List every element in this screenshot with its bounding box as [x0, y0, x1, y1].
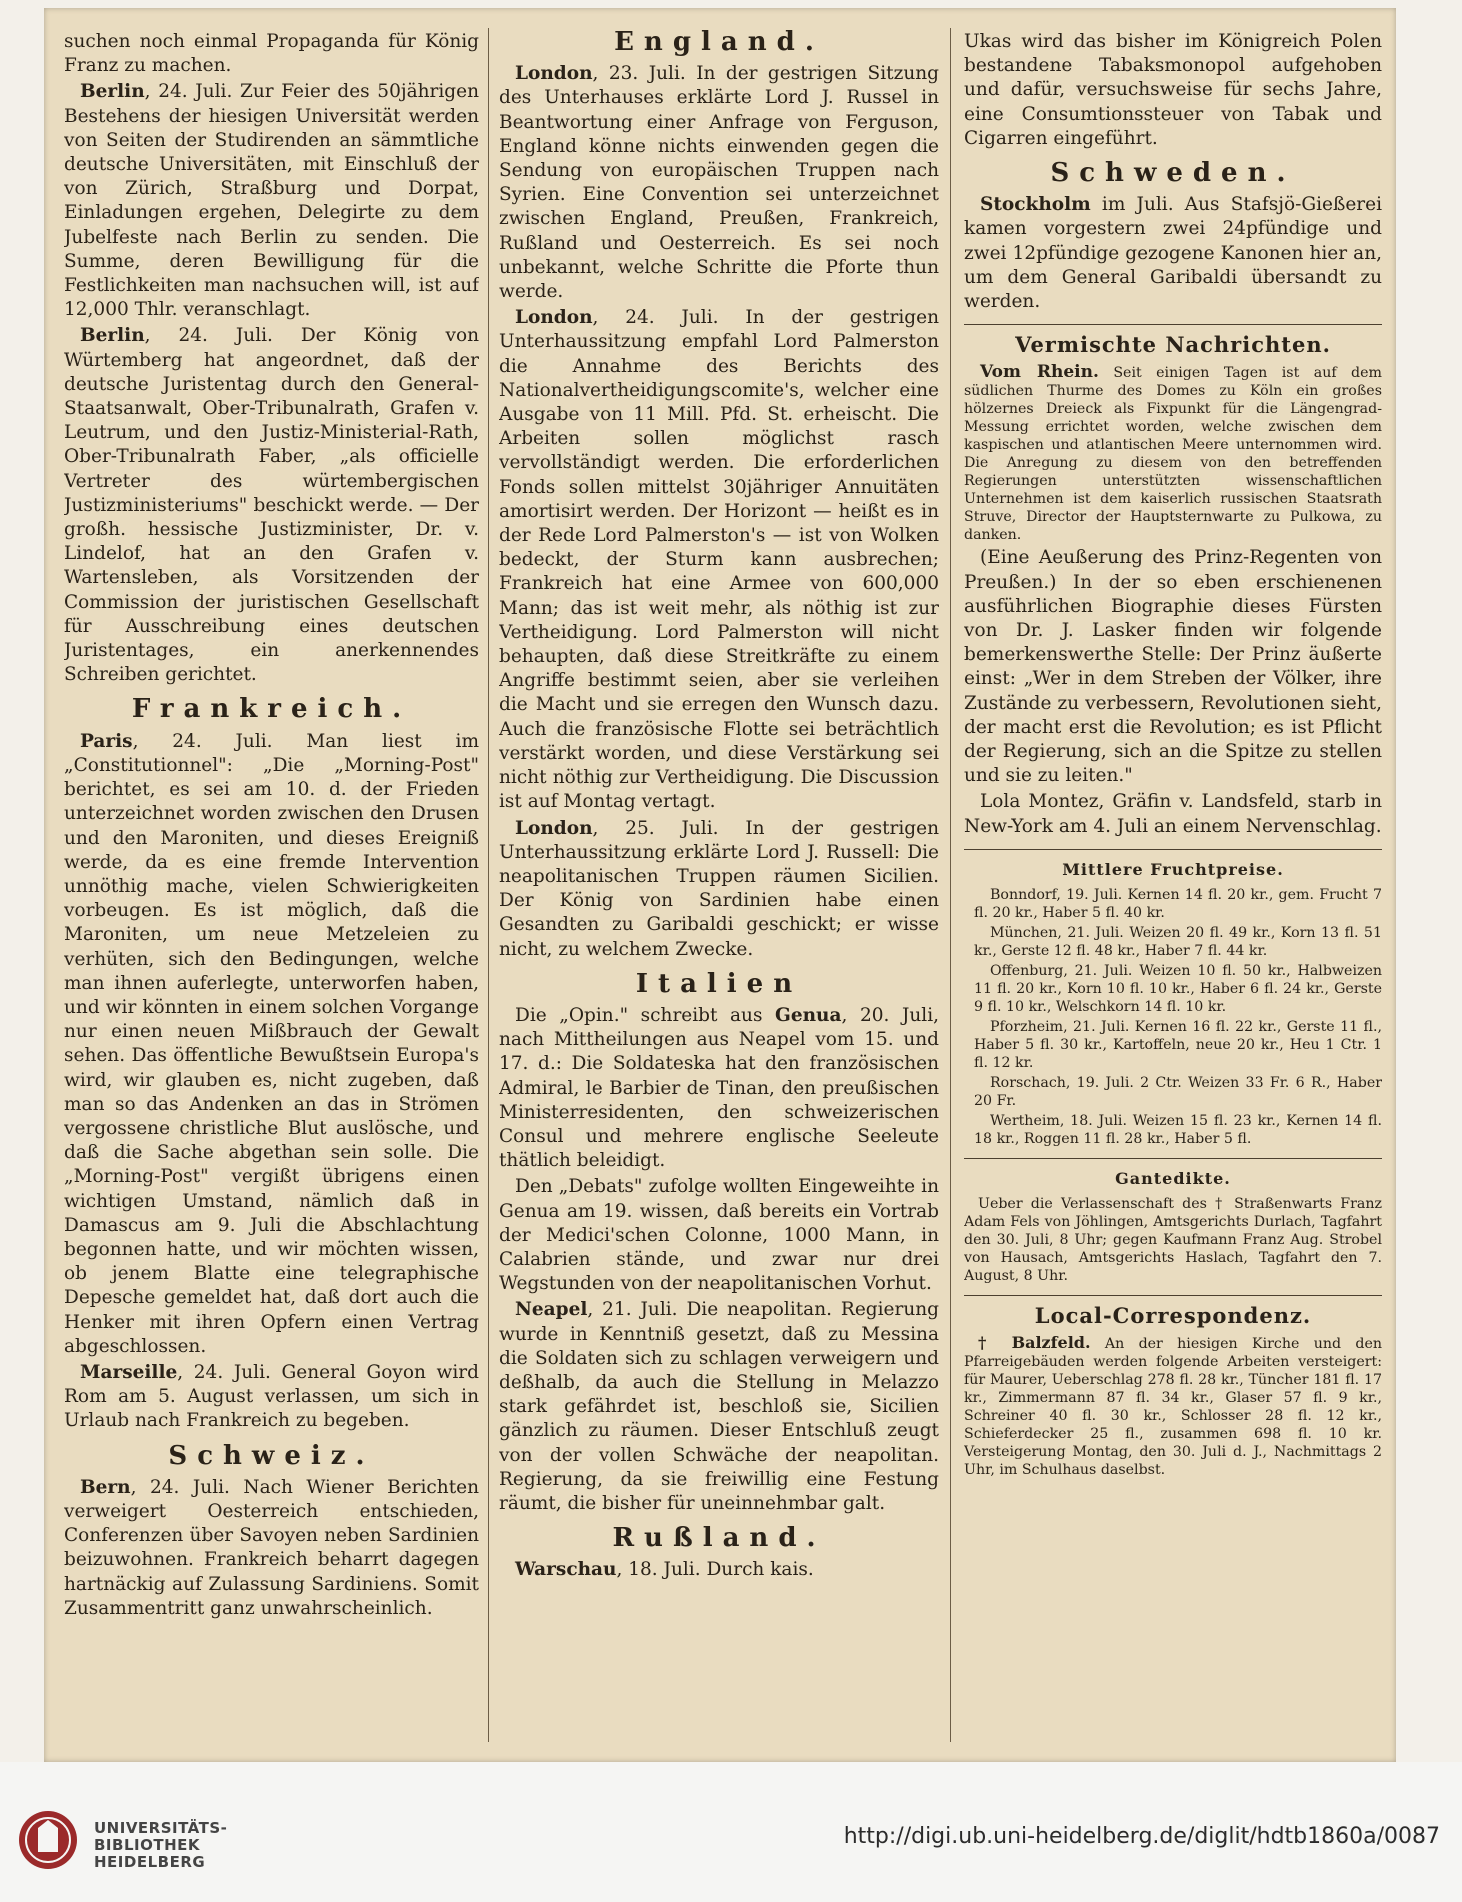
article-lola-montez: Lola Montez, Gräfin v. Landsfeld, starb in New-York am 4. Juli an einem Nervenschlag. — [964, 791, 1382, 837]
university-seal-icon — [14, 1808, 82, 1872]
column-right — [964, 30, 1382, 1746]
newspaper-page — [44, 8, 1396, 1762]
article-london-3 — [499, 817, 939, 962]
article-balzfeld — [964, 1334, 1382, 1479]
section-heading-vermischte: Vermischte Nachrichten. — [1015, 332, 1331, 358]
article-text: , 21. Juli. Die neapolitan. Regierung wurde in Kenntniß gesetzt, daß zu Messina die Soldaten sich zu schlagen verweigern und deßhalb, da auch die Stellung in Melazzo stark gefährdet ist, beschloß sie, Sicilien gänzlich zu räumen. Dieser Entschluß zeugt von der vollen Schwäche der neapolitan. Regierung, da sie freiwillig eine Festung räumt, die bisher für uneinnehmbar galt. — [499, 1299, 939, 1514]
section-heading-russland: Rußland. — [612, 1523, 826, 1554]
article-text: , 25. Juli. In der gestrigen Unterhaussitzung erklärte Lord J. Russell: Die neapolitanischen Truppen räumen Sicilien. Der König von Sardinien habe einen Gesandten zu Garibaldi geschickt; er wisse nicht, zu welchem Zwecke. — [499, 817, 939, 960]
article-text: , 24. Juli. Der König von Würtemberg hat angeordnet, daß der deutsche Juristentag durch den General-Staatsanwalt, Ober-Tribunalrath, Grafen v. Leutrum, und den Justiz-Ministerial-Rath, Ober-Tribunalrath Faber, „als officielle Vertreter des würtembergischen Justizministeriums" beschickt werde. — Der großh. hessische Justizminister, Dr. v. Lindelof, hat an den Grafen v. Wartensleben, als Vorsitzenden der Commission der juristischen Gesellschaft für Ausschreibung eines deutschen Juristentages, ein anerkennendes Schreiben gerichtet. — [64, 325, 479, 686]
section-divider — [964, 849, 1382, 850]
price-entry: Offenburg, 21. Juli. Weizen 10 fl. 50 kr., Halbweizen 11 fl. 20 kr., Korn 10 fl. 10 kr., Haber 6 fl. 24 kr., Gerste 9 fl. 10 kr., Welschkorn 14 fl. 10 kr. — [974, 963, 1382, 1016]
section-heading-italien: Italien — [635, 968, 803, 999]
article-berlin-2 — [64, 324, 479, 687]
article-text: , 24. Juli. In der gestrigen Unterhaussitzung empfahl Lord Palmerston die Annahme des Berichts des Nationalvertheidigungscomite's, welcher eine Ausgabe von 11 Mill. Pfd. St. erheischt. Die Arbeiten sollen möglichst rasch vervollständigt werden. Die erforderlichen Fonds sollen mittelst 30jähriger Annuitäten amortisirt werden. Der Horizont — heißt es in der Rede Lord Palmerston's — ist von Wolken bedeckt, der Sturm kann ausbrechen; Frankreich hat eine Armee von 600,000 Mann; das ist weit mehr, als nöthig ist zur Vertheidigung. Lord Palmerston will nicht behaupten, daß diese Streitkräfte zu einem Angriffe bestimmt seien, aber sie verleihen die Macht und sie erregen den Wunsch dazu. Auch die französische Flotte sei beträchtlich verstärkt worden, und diese Verstärkung sei nicht nöthig zur Vertheidigung. Die Discussion ist auf Montag vertagt. — [499, 307, 939, 813]
section-divider — [964, 324, 1382, 325]
section-heading-fruchtpreise: Mittlere Fruchtpreise. — [1062, 859, 1284, 879]
logo-line: HEIDELBERG — [94, 1853, 206, 1871]
dateline: Warschau — [515, 1559, 617, 1581]
article-london-2 — [499, 306, 939, 814]
article-warschau — [499, 1558, 939, 1582]
price-entry: Rorschach, 19. Juli. 2 Ctr. Weizen 33 Fr. 6 R., Haber 20 Fr. — [974, 1075, 1382, 1110]
article-text: , 24. Juli. Zur Feier des 50jährigen Bestehens der hiesigen Universität werden von Seiten der Studirenden an sämmtliche deutsche Universitäten, mit Einschluß der von Zürich, Straßburg und Dorpat, Einladungen ergehen, Delegirte zu dem Jubelfeste nach Berlin zu senden. Die Summe, deren Bewilligung für die Festlichkeiten man nachsuchen will, ist auf 12,000 Thlr. veranschlagt. — [64, 81, 479, 321]
column-rule — [488, 28, 489, 1742]
article-gantedikte — [964, 1195, 1382, 1285]
logo-line: BIBLIOTHEK — [94, 1836, 200, 1854]
article-text: suchen noch einmal Propaganda für König Franz zu machen. — [64, 31, 479, 77]
dateline: Genua — [775, 1004, 842, 1026]
article-paris — [64, 730, 479, 1359]
article-debats: Den „Debats" zufolge wollten Eingeweihte in Genua am 19. wissen, daß bereits ein Vortrab der Medici'schen Colonne, 1000 Mann, in Calabrien stände, und zwar nur drei Wegstunden von der neapolitanischen Vorhut. — [499, 1176, 939, 1295]
article-prinz-regent: (Eine Aeußerung des Prinz-Regenten von Preußen.) In der so eben erschienenen ausführlichen Biographie dieses Fürsten von Dr. J. Lasker finden wir folgende bemerkenswerthe Stelle: Der Prinz äußerte einst: „Wer in dem Streben der Völker, ihre Zustände zu verbessern, Revolutionen sieht, der macht erst die Revolution; es ist Pflicht der Regierung, sich an die Spitze zu stellen und sie zu leiten." — [964, 547, 1382, 787]
article-text: An der hiesigen Kirche und den Pfarreigebäuden werden folgende Arbeiten versteigert: für Maurer, Ueberschlag 278 fl. 28 kr., Tüncher 181 fl. 17 kr., Zimmermann 87 fl. 34 kr., Glaser 57 fl. 9 kr., Schreiner 40 fl. 30 kr., Schlosser 28 fl. 12 kr., Schieferdecker 25 fl., zusammen 698 fl. 10 kr. Versteigerung Montag, den 30. Juli d. J., Nachmittags 2 Uhr, im Schulhaus daselbst. — [964, 1336, 1382, 1479]
article-bern — [64, 1476, 479, 1621]
price-entry: München, 21. Juli. Weizen 20 fl. 49 kr., Korn 13 fl. 51 kr., Gerste 12 fl. 48 kr., Haber 7 fl. 44 kr. — [974, 925, 1382, 960]
column-rule — [950, 28, 951, 1742]
dateline: † Balzfeld. — [978, 1333, 1091, 1353]
section-heading-england: England. — [614, 30, 824, 57]
logo-line: UNIVERSITÄTS- — [94, 1819, 228, 1837]
article-text: Seit einigen Tagen ist auf dem südlichen Thurme des Domes zu Köln ein großes hölzernes Dreieck als Fixpunkt für die Längengrad-Messung errichtet worden, welche zwischen dem kaspischen und atlantischen Meere unternommen wird. Die Anregung zu diesem von den betreffenden Regierungen unterstützten wissenschaftlichen Unternehmen ist dem kaiserlich russischen Staatsrath Struve, Director der Hauptsternwarte zu Pulkowa, zu danken. — [964, 365, 1382, 544]
dateline: Stockholm — [980, 194, 1091, 216]
article-marseille — [64, 1361, 479, 1434]
price-entry: Pforzheim, 21. Juli. Kernen 16 fl. 22 kr., Gerste 11 fl., Haber 5 fl. 30 kr., Kartoffeln, neue 20 kr., Heu 1 Ctr. 1 fl. 12 kr. — [974, 1019, 1382, 1072]
dateline: Vom Rhein. — [980, 362, 1099, 383]
article-text: , 20. Juli, nach Mittheilungen aus Neapel vom 15. und 17. d.: Die Soldateska hat den französischen Admiral, le Barbier de Tinan, den preußischen Ministerresidenten, den schweizerischen Consul und mehrere englische Seeleute thätlich beleidigt. — [499, 1004, 939, 1172]
article-text: , 24. Juli. Nach Wiener Berichten verweigert Oesterreich entschieden, Conferenzen über Savoyen neben Sardinien beizuwohnen. Frankreich beharrt dagegen hartnäckig auf Zulassung Sardiniens. Somit Zusammentritt ganz unwahrscheinlich. — [64, 1476, 479, 1619]
dateline: Bern — [80, 1476, 131, 1498]
section-heading-gantedikte: Gantedikte. — [1115, 1169, 1231, 1189]
dateline: Berlin — [80, 81, 145, 103]
dateline: Berlin — [80, 325, 145, 347]
section-heading-frankreich: Frankreich. — [131, 694, 412, 725]
article-text: im Juli. Aus Stafsjö-Gießerei kamen vorgestern zwei 24pfündige und zwei 12pfündige gezogene Kanonen hier an, um dem General Garibaldi übersandt zu werden. — [964, 194, 1382, 313]
section-heading-schweiz: Schweiz. — [168, 1440, 375, 1471]
section-divider — [964, 1295, 1382, 1296]
permalink-url[interactable]: http://digi.ub.uni-heidelberg.de/diglit/hdtb1860a/0087 — [843, 1824, 1440, 1849]
article-neapel — [499, 1298, 939, 1516]
article-berlin-1 — [64, 80, 479, 322]
article-text: , 24. Juli. General Goyon wird Rom am 5. August verlassen, um sich in Urlaub nach Frankreich zu begeben. — [64, 1361, 479, 1432]
article-london-1 — [499, 62, 939, 304]
dateline: Neapel — [515, 1299, 588, 1321]
dateline: Paris — [80, 730, 133, 752]
price-list — [964, 886, 1382, 1148]
viewer-footer — [0, 1762, 1462, 1902]
section-heading-local: Local-Correspondenz. — [1034, 1303, 1312, 1329]
article-rhein — [964, 363, 1382, 544]
article-text: Die „Opin." schreibt aus — [515, 1004, 776, 1026]
library-logo-text — [94, 1820, 227, 1871]
section-divider — [964, 1158, 1382, 1159]
article-text: Ueber die Verlassenschaft des † Straßenwarts Franz Adam Fels von Jöhlingen, Amtsgerichts Durlach, Tagfahrt den 30. Juli, 8 Uhr; gegen Kaufmann Franz Aug. Strobel von Hausach, Amtsgerichts Haslach, Tagfahrt den 7. August, 8 Uhr. — [964, 1196, 1382, 1285]
price-entry: Wertheim, 18. Juli. Weizen 15 fl. 23 kr., Kernen 14 fl. 18 kr., Roggen 11 fl. 28 kr., Haber 5 fl. — [974, 1113, 1382, 1148]
section-heading-schweden: Schweden. — [1050, 158, 1296, 189]
dateline: London — [515, 307, 593, 329]
column-middle — [499, 30, 939, 1746]
dateline: London — [515, 63, 593, 85]
article-text: , 23. Juli. In der gestrigen Sitzung des Unterhauses erklärte Lord J. Russel in Beantwortung einer Anfrage von Ferguson, England könne nichts einwenden gegen die Sendung von europäischen Truppen nach Syrien. Eine Convention sei unterzeichnet zwischen England, Preußen, Frankreich, Rußland und Oesterreich. Es sei noch unbekannt, welche Schritte die Pforte thun werde. — [499, 63, 939, 303]
dateline: Marseille — [80, 1361, 178, 1383]
dateline: London — [515, 817, 593, 839]
article-stockholm — [964, 193, 1382, 314]
article-text: , 18. Juli. Durch kais. — [616, 1559, 814, 1581]
price-entry: Bonndorf, 19. Juli. Kernen 14 fl. 20 kr., gem. Frucht 7 fl. 20 kr., Haber 5 fl. 40 kr. — [974, 887, 1382, 922]
article-genua — [499, 1004, 939, 1173]
column-left — [64, 30, 479, 1746]
article-text: Ukas wird das bisher im Königreich Polen bestandene Tabaksmonopol aufgehoben und dafür, versuchsweise für sechs Jahre, eine Consumtionssteuer von Tabak und Cigarren eingeführt. — [964, 31, 1382, 149]
article-text: , 24. Juli. Man liest im „Constitutionnel": „Die „Morning-Post" berichtet, es sei am 10. d. der Frieden unterzeichnet worden zwischen den Drusen und den Maroniten, und dieses Ereigniß werde, da es eine fremde Intervention unnöthig mache, vielen Schwierigkeiten vorbeugen. Es ist möglich, daß die Maroniten, um neue Metzeleien zu verhüten, sich den Bedingungen, welche man ihnen auferlegte, unterworfen haben, und wir könnten in einem solchen Vorgange nur einen neuen Mißbrauch der Gewalt sehen. Das öffentliche Bewußtsein Europa's wird, wir glauben es, nicht zugeben, daß man so das Andenken an das in Strömen vergossene christliche Blut auslösche, und daß die Sache abgethan sein solle. Die „Morning-Post" vergißt übrigens einen wichtigen Umstand, nämlich daß in Damascus am 9. Juli die Abschlachtung begonnen hatte, und wir möchten wissen, ob jenem Blatte eine telegraphische Depesche gemeldet hat, daß dort auch die Henker mit ihren Opfern einen Vertrag abgeschlossen. — [64, 730, 479, 1357]
